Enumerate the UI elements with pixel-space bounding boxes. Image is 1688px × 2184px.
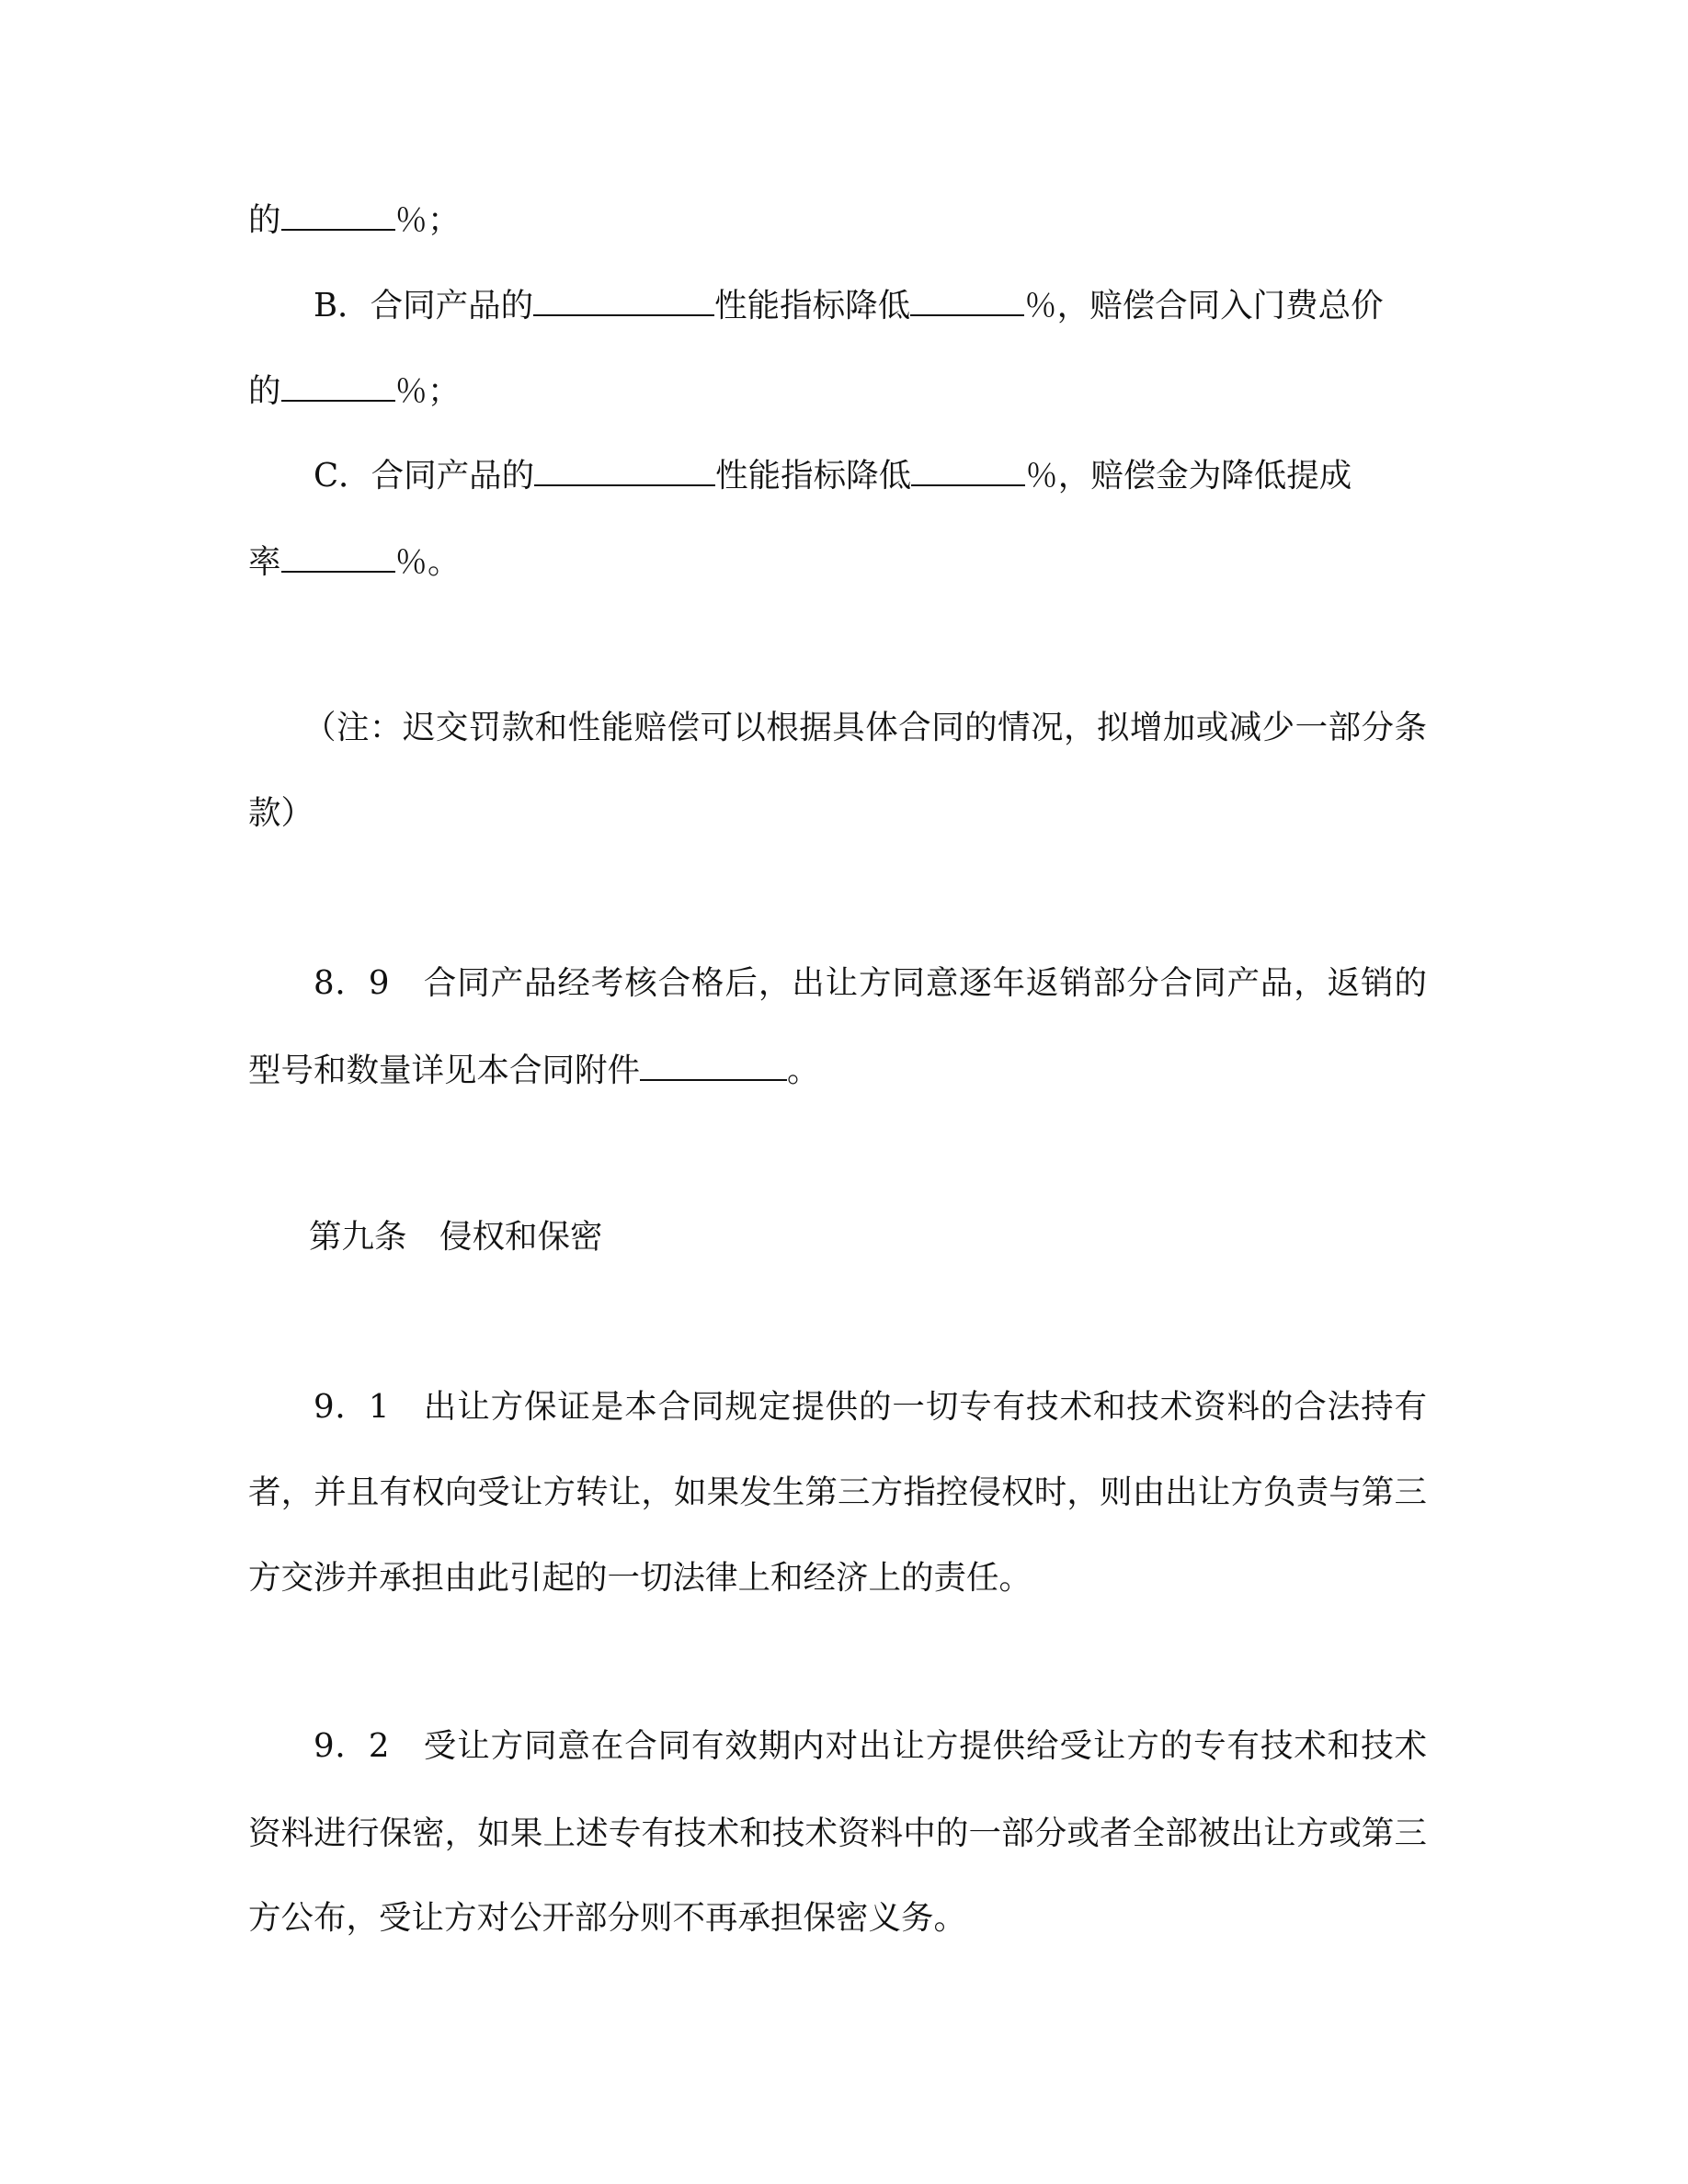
article-9-title: 第九条 侵权和保密 — [309, 1218, 603, 1256]
text: ％，赔偿金为降低提成 — [1025, 457, 1352, 495]
text: 的 — [248, 372, 281, 410]
item-a-tail — [248, 198, 1427, 241]
clause-9-2-line-2: 资料进行保密，如果上述专有技术和技术资料中的一部分或者全部被出让方或第三 — [248, 1814, 1427, 1852]
text: 性能指标降低 — [715, 457, 912, 495]
blank-field[interactable] — [534, 453, 715, 486]
clause-9-1-line-3: 方交涉并承担由此引起的一切法律上和经济上的责任。 — [248, 1559, 1032, 1597]
blank-field[interactable] — [281, 369, 395, 402]
text: 。 — [787, 1052, 820, 1089]
blank-field[interactable] — [910, 283, 1024, 316]
clause-9-1-line-1: 9．1 出让方保证是本合同规定提供的一切专有技术和技术资料的合法持有 — [314, 1388, 1427, 1426]
clause-9-1-line-2: 者，并且有权向受让方转让，如果发生第三方指控侵权时，则由出让方负责与第三 — [248, 1473, 1427, 1511]
note-line-1: （注：迟交罚款和性能赔偿可以根据具体合同的情况，拟增加或减少一部分条 — [303, 709, 1427, 746]
blank-field[interactable] — [533, 283, 714, 316]
clause-9-2-line-3: 方公布，受让方对公开部分则不再承担保密义务。 — [248, 1899, 967, 1937]
blank-field[interactable] — [281, 540, 395, 573]
text: 率 — [248, 543, 281, 581]
blank-field[interactable] — [640, 1048, 787, 1081]
item-b-tail — [248, 369, 1427, 412]
text: 的 — [248, 201, 281, 239]
note-line-2: 款） — [248, 794, 314, 832]
text: B．合同产品的 — [314, 287, 534, 324]
text: ％。 — [394, 543, 461, 581]
text: ％，赔偿合同入门费总价 — [1024, 287, 1384, 324]
text: ％； — [394, 372, 461, 410]
item-b — [248, 283, 1427, 326]
blank-field[interactable] — [911, 453, 1025, 486]
item-c-tail — [248, 540, 1427, 583]
text: C．合同产品的 — [314, 457, 535, 495]
text: 性能指标降低 — [714, 287, 911, 324]
text: ％； — [394, 201, 461, 239]
text: 型号和数量详见本合同附件 — [248, 1052, 641, 1089]
item-c — [248, 453, 1427, 496]
clause-9-2-line-1: 9．2 受让方同意在合同有效期内对出让方提供给受让方的专有技术和技术 — [314, 1727, 1427, 1765]
clause-8-9-line-2 — [248, 1048, 1427, 1091]
blank-field[interactable] — [281, 198, 395, 231]
clause-8-9-line-1: 8．9 合同产品经考核合格后，出让方同意逐年返销部分合同产品，返销的 — [314, 964, 1427, 1002]
